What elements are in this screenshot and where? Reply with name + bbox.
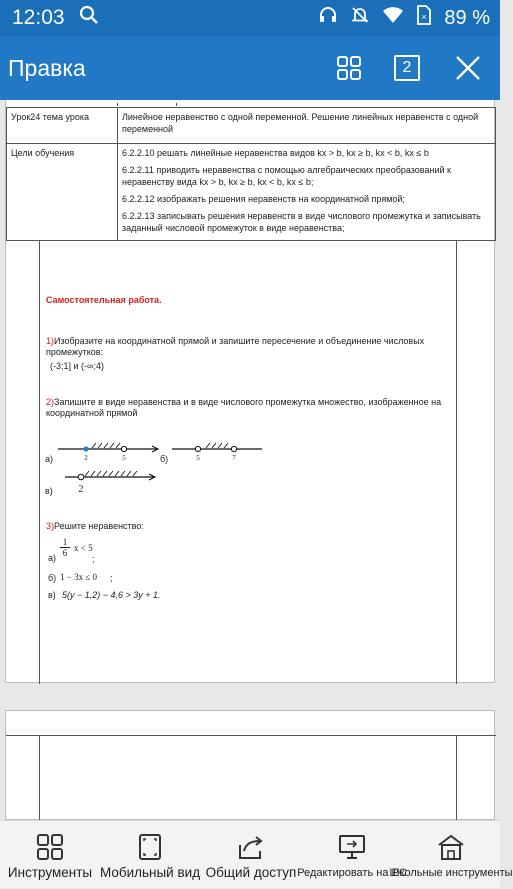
table-key: Урок24 тема урока [7,108,118,144]
school-tools-button[interactable] [389,821,513,889]
task-3-number: 3) [46,521,55,531]
divider [456,735,457,821]
goal-item: 6.2.2.10 решать линейные неравенства видов kx > b, kx ≥ b, kx < b, kx ≤ b [122,148,429,158]
ineq-a-rest: x < 5 [74,543,93,553]
share-label: Общий доступ [205,865,297,880]
divider [39,735,40,821]
search-icon [79,5,99,31]
monitor-icon [337,833,367,861]
task-block [6,240,496,683]
edit-on-pc-button[interactable] [297,821,407,889]
work-title: Самостоятельная работа. [46,295,162,305]
status-bar [0,0,500,36]
next-page [5,710,495,820]
headset-icon [318,5,338,31]
ineq-c-label: в) [48,590,56,600]
edit-on-pc-label: Редактировать на PC [297,867,407,879]
ineq-b-tail: ; [110,573,113,583]
table-row [7,108,496,144]
line-b-left: 5 [196,454,200,462]
page-count-badge: 2 [394,55,420,81]
ineq-a-numerator: 1 [60,537,70,548]
ineq-a-fraction [60,537,70,558]
bell-off-icon [350,5,370,31]
ineq-a-tail: ; [92,554,95,564]
table-row [7,144,496,241]
line-a-label: а) [45,454,54,464]
line-c-point: 2 [78,484,84,495]
tools-grid-icon [36,833,64,861]
task-3-text: Решите неравенство: [54,521,144,531]
wifi-icon [382,6,404,30]
app-title: Правка [8,54,86,81]
table-key: Цели обучения [7,144,118,241]
line-b-label: б) [160,454,169,464]
close-icon [454,54,482,82]
table-value: Линейное неравенство с одной переменной. Решение линейных неравенств с одной переменной [118,108,496,144]
task-2 [46,397,446,419]
status-time: 12:03 [12,6,65,29]
svg-text:×: × [421,12,428,22]
grid-view-button[interactable] [320,36,378,100]
tools-button[interactable] [2,821,98,889]
line-b-right: 7 [232,454,236,462]
battery-level: 89 % [444,6,490,29]
line-a-left: 2 [84,454,88,462]
task-1-text: Изобразите на координатной прямой и запишите пересечение и объединение числовых промежутков: [46,336,425,357]
task-1-number: 1) [46,336,55,346]
ineq-a-label: а) [48,553,57,563]
ineq-b-expr: 1 − 3x ≤ 0 [60,572,98,582]
goal-item: 6.2.2.11 приводить неравенства с помощью алгебраических преобразований к неравенству вида kx > b, kx ≥ b, kx < b, kx ≤ b; [122,165,451,187]
line-c-label: в) [45,486,53,496]
task-2-number: 2) [46,397,55,407]
ineq-b-label: б) [48,573,57,583]
goal-item: 6.2.2.13 записывать решения неравенств в виде числового промежутка и записывать заданный числовой промежуток в виде неравенства; [122,211,481,233]
line-a-right: 5 [122,454,126,462]
school-icon [436,833,466,861]
lesson-table [6,107,496,241]
divider [176,103,177,106]
task-3 [46,521,144,532]
tools-label: Инструменты [7,865,93,880]
app-bar [0,36,500,100]
number-line-b [168,439,268,465]
divider [6,735,496,736]
bottom-toolbar [0,820,513,888]
document-page [5,100,495,683]
page-count-button[interactable] [378,36,436,100]
number-line-a [54,439,164,465]
sim-icon [416,5,432,31]
task-2-text: Запишите в виде неравенства и в виде числового промежутка множество, изображенное на координатной прямой [46,397,442,418]
ineq-c-expr: 5(y − 1,2) − 4,6 > 3y + 1. [62,590,161,600]
divider [117,103,118,106]
share-icon [236,833,266,861]
task-1 [46,336,446,358]
school-tools-label: Школьные инструменты [389,867,513,879]
mobile-view-icon [138,833,162,861]
ineq-a-denominator: 6 [62,548,68,558]
goal-item: 6.2.2.12 изображать решения неравенств на координатной прямой; [122,194,405,204]
divider [456,241,457,684]
mobile-view-label: Мобильный вид [99,865,201,880]
close-button[interactable] [436,36,500,100]
divider [39,241,40,684]
goals-cell [118,144,496,241]
share-button[interactable] [201,821,301,889]
mobile-view-button[interactable] [100,821,200,889]
number-line-c [61,467,161,497]
task-1-data: (-3;1] и (-∞;4) [50,361,104,371]
grid-icon [336,55,362,81]
